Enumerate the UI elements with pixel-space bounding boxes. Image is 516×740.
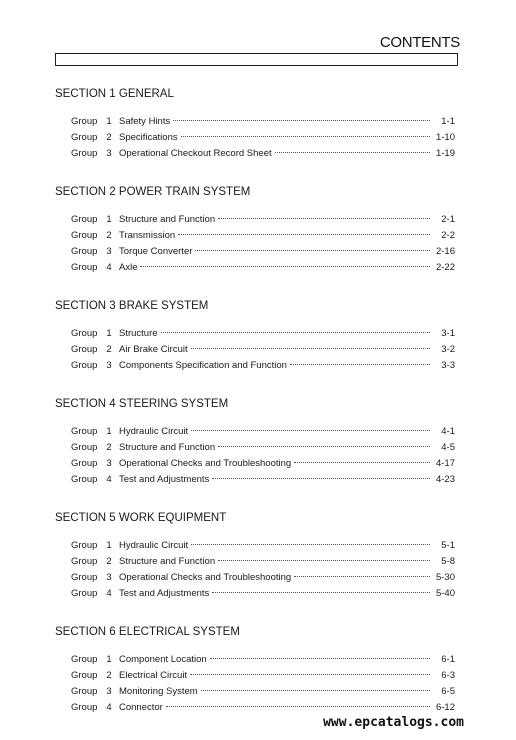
entry-title: Structure and Function xyxy=(119,214,216,225)
entry-title: Monitoring System xyxy=(119,686,198,697)
toc-entry xyxy=(55,472,455,488)
page-number: 3-1 xyxy=(441,328,455,339)
group-number: 3 xyxy=(106,360,112,371)
toc-section xyxy=(55,510,455,602)
toc-section xyxy=(55,184,455,276)
toc-entry xyxy=(55,244,455,260)
dot-leader xyxy=(166,705,430,707)
toc-entry xyxy=(55,326,455,342)
dot-leader xyxy=(178,233,430,235)
dot-leader xyxy=(290,363,430,365)
page-number: 5-40 xyxy=(435,588,455,599)
group-number: 2 xyxy=(106,556,112,567)
entry-title: Component Location xyxy=(119,654,207,665)
entry-title: Hydraulic Circuit xyxy=(119,426,189,437)
entry-title: Structure and Function xyxy=(119,556,216,567)
group-number: 2 xyxy=(106,670,112,681)
page-number: 2-22 xyxy=(435,262,455,273)
group-number: 2 xyxy=(106,442,112,453)
page-number: 3-3 xyxy=(441,360,455,371)
dot-leader xyxy=(140,265,430,267)
page-number: 4-23 xyxy=(435,474,455,485)
group-label: Group xyxy=(71,344,98,355)
toc-entry xyxy=(55,700,455,716)
group-label: Group xyxy=(71,556,98,567)
toc-entry xyxy=(55,554,455,570)
page-number: 5-30 xyxy=(435,572,455,583)
entry-title: Operational Checks and Troubleshooting xyxy=(119,572,292,583)
dot-leader xyxy=(190,673,430,675)
toc-entry xyxy=(55,260,455,276)
group-label: Group xyxy=(71,474,98,485)
toc-entry xyxy=(55,668,455,684)
group-label: Group xyxy=(71,442,98,453)
group-label: Group xyxy=(71,572,98,583)
group-number: 4 xyxy=(106,588,112,599)
section-heading: SECTION 2 POWER TRAIN SYSTEM xyxy=(55,186,251,198)
dot-leader xyxy=(210,657,430,659)
group-number: 4 xyxy=(106,474,112,485)
group-number: 4 xyxy=(106,702,112,713)
page-number: 5-8 xyxy=(441,556,455,567)
dot-leader xyxy=(191,543,430,545)
group-number: 2 xyxy=(106,230,112,241)
section-heading: SECTION 3 BRAKE SYSTEM xyxy=(55,300,209,312)
group-number: 3 xyxy=(106,458,112,469)
toc-entry xyxy=(55,424,455,440)
entry-title: Electrical Circuit xyxy=(119,670,188,681)
group-label: Group xyxy=(71,132,98,143)
toc-entry xyxy=(55,146,455,162)
page-number: 6-12 xyxy=(435,702,455,713)
group-number: 2 xyxy=(106,132,112,143)
title-rule-box xyxy=(55,53,458,66)
page-number: 6-3 xyxy=(441,670,455,681)
group-label: Group xyxy=(71,214,98,225)
group-label: Group xyxy=(71,426,98,437)
dot-leader xyxy=(195,249,430,251)
page-title: CONTENTS xyxy=(379,34,460,51)
group-label: Group xyxy=(71,116,98,127)
dot-leader xyxy=(191,429,430,431)
page-number: 2-16 xyxy=(435,246,455,257)
group-label: Group xyxy=(71,360,98,371)
section-heading: SECTION 4 STEERING SYSTEM xyxy=(55,398,229,410)
entry-title: Structure and Function xyxy=(119,442,216,453)
dot-leader xyxy=(218,217,430,219)
dot-leader xyxy=(173,119,430,121)
entry-title: Air Brake Circuit xyxy=(119,344,188,355)
dot-leader xyxy=(294,461,430,463)
toc-section xyxy=(55,624,455,716)
group-label: Group xyxy=(71,702,98,713)
page-number: 6-1 xyxy=(441,654,455,665)
group-number: 3 xyxy=(106,572,112,583)
dot-leader xyxy=(161,331,430,333)
group-number: 2 xyxy=(106,344,112,355)
page-number: 3-2 xyxy=(441,344,455,355)
group-label: Group xyxy=(71,328,98,339)
group-label: Group xyxy=(71,230,98,241)
dot-leader xyxy=(275,151,430,153)
toc-entry xyxy=(55,228,455,244)
dot-leader xyxy=(212,591,430,593)
group-number: 1 xyxy=(106,214,112,225)
dot-leader xyxy=(218,445,430,447)
toc-section xyxy=(55,396,455,488)
dot-leader xyxy=(201,689,430,691)
toc-entry xyxy=(55,114,455,130)
section-heading: SECTION 1 GENERAL xyxy=(55,88,174,100)
group-number: 3 xyxy=(106,148,112,159)
toc-entry xyxy=(55,538,455,554)
entry-title: Test and Adjustments xyxy=(119,474,210,485)
group-label: Group xyxy=(71,262,98,273)
group-number: 1 xyxy=(106,654,112,665)
toc-entry xyxy=(55,570,455,586)
entry-title: Torque Converter xyxy=(119,246,193,257)
page-number: 2-2 xyxy=(441,230,455,241)
group-label: Group xyxy=(71,686,98,697)
dot-leader xyxy=(218,559,430,561)
entry-title: Structure xyxy=(119,328,158,339)
page-number: 4-5 xyxy=(441,442,455,453)
entry-title: Connector xyxy=(119,702,163,713)
toc-entry xyxy=(55,684,455,700)
page-number: 2-1 xyxy=(441,214,455,225)
group-label: Group xyxy=(71,670,98,681)
page-number: 4-17 xyxy=(435,458,455,469)
group-number: 1 xyxy=(106,328,112,339)
entry-title: Test and Adjustments xyxy=(119,588,210,599)
page-number: 1-10 xyxy=(435,132,455,143)
page-number: 1-19 xyxy=(435,148,455,159)
footer-url: www.epcatalogs.com xyxy=(323,715,464,730)
group-number: 1 xyxy=(106,426,112,437)
page-number: 4-1 xyxy=(441,426,455,437)
group-label: Group xyxy=(71,148,98,159)
page-number: 1-1 xyxy=(441,116,455,127)
toc-section xyxy=(55,86,455,162)
toc-section xyxy=(55,298,455,374)
toc-entry xyxy=(55,212,455,228)
entry-title: Transmission xyxy=(119,230,176,241)
group-label: Group xyxy=(71,540,98,551)
entry-title: Axle xyxy=(119,262,138,273)
toc-entry xyxy=(55,342,455,358)
entry-title: Safety Hints xyxy=(119,116,171,127)
group-label: Group xyxy=(71,654,98,665)
page-number: 6-5 xyxy=(441,686,455,697)
dot-leader xyxy=(294,575,430,577)
table-of-contents xyxy=(55,86,455,738)
dot-leader xyxy=(191,347,430,349)
entry-title: Components Specification and Function xyxy=(119,360,287,371)
toc-entry xyxy=(55,456,455,472)
group-number: 1 xyxy=(106,116,112,127)
group-number: 3 xyxy=(106,686,112,697)
entry-title: Hydraulic Circuit xyxy=(119,540,189,551)
group-label: Group xyxy=(71,246,98,257)
toc-entry xyxy=(55,586,455,602)
group-number: 3 xyxy=(106,246,112,257)
group-label: Group xyxy=(71,458,98,469)
entry-title: Operational Checks and Troubleshooting xyxy=(119,458,292,469)
toc-entry xyxy=(55,358,455,374)
group-number: 4 xyxy=(106,262,112,273)
toc-entry xyxy=(55,652,455,668)
group-label: Group xyxy=(71,588,98,599)
dot-leader xyxy=(181,135,430,137)
group-number: 1 xyxy=(106,540,112,551)
entry-title: Operational Checkout Record Sheet xyxy=(119,148,272,159)
entry-title: Specifications xyxy=(119,132,178,143)
dot-leader xyxy=(212,477,430,479)
page-number: 5-1 xyxy=(441,540,455,551)
section-heading: SECTION 6 ELECTRICAL SYSTEM xyxy=(55,626,240,638)
toc-entry xyxy=(55,130,455,146)
toc-entry xyxy=(55,440,455,456)
section-heading: SECTION 5 WORK EQUIPMENT xyxy=(55,512,227,524)
